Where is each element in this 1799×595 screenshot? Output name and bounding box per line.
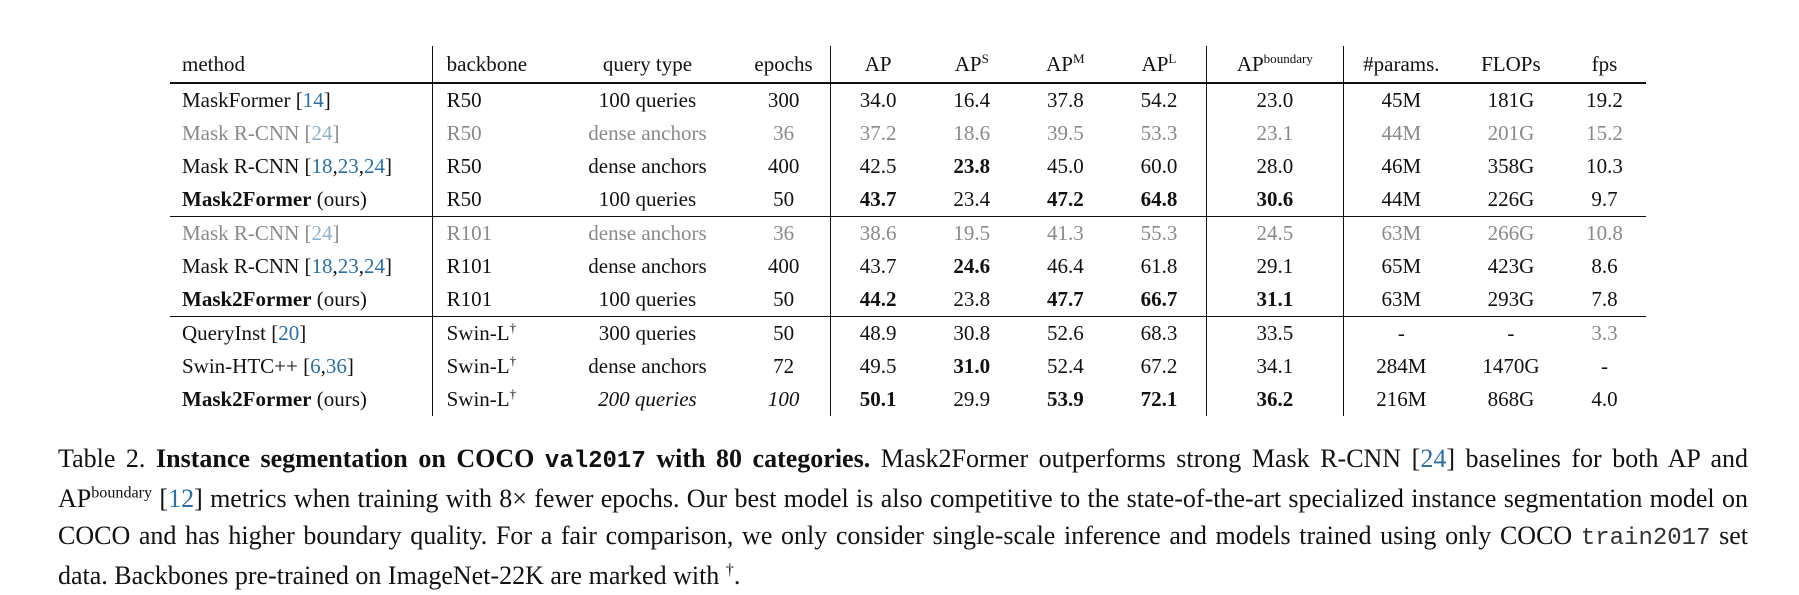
- cell-backbone: Swin-L†: [432, 350, 558, 383]
- cell-ap: 34.0: [831, 83, 925, 117]
- cell-ap-m: 52.4: [1046, 354, 1084, 378]
- cell-ap-m: 53.9: [1046, 387, 1084, 411]
- cell-method: Mask R-CNN [24]: [182, 121, 340, 145]
- cell-query-type: dense anchors: [588, 254, 707, 278]
- table-row: [170, 350, 1646, 383]
- col-header-fps: fps: [1591, 52, 1618, 76]
- col-header-ap-l: $AP^L$: [1141, 51, 1177, 76]
- citation-link[interactable]: 18: [311, 154, 333, 178]
- cell-method: QueryInst [20]: [182, 321, 307, 345]
- cell-ap-boundary: 31.1: [1206, 283, 1343, 317]
- cell-query-type: dense anchors: [588, 154, 707, 178]
- table-row: [170, 150, 1646, 183]
- cell-method: Swin-HTC++ [6,36]: [182, 354, 354, 378]
- col-header-backbone: backbone: [432, 46, 558, 83]
- cell-params: -: [1343, 317, 1458, 351]
- cell-fps: 15.2: [1586, 121, 1623, 145]
- cell-fps: 7.8: [1591, 287, 1618, 311]
- cell-ap-s: 23.8: [953, 287, 991, 311]
- citation-link[interactable]: 23: [337, 154, 359, 178]
- cell-ap: 42.5: [831, 150, 925, 183]
- cell-query-type: dense anchors: [588, 221, 707, 245]
- cell-method: Mask R-CNN [24]: [182, 221, 340, 245]
- cell-fps: 10.3: [1586, 154, 1623, 178]
- citation-link[interactable]: 20: [278, 321, 300, 345]
- cell-method: Mask R-CNN [18,23,24]: [182, 254, 393, 278]
- caption-label: Table 2.: [58, 444, 146, 473]
- col-header-query-type: query type: [602, 52, 693, 76]
- cell-ap: 38.6: [831, 217, 925, 251]
- caption-text-3: metrics when training with 8× fewer epochs. Our best model is also competitive to the state-of-the-art specialized instance segmentation model on COCO and has higher boundary quality. For a fair comparison, we only consider single-scale inference and models trained using only COCO: [58, 484, 1748, 550]
- cell-query-type: 100 queries: [598, 88, 697, 112]
- col-header-flops: FLOPs: [1481, 52, 1541, 76]
- citation-link[interactable]: 36: [325, 354, 347, 378]
- cell-backbone: R101: [432, 217, 558, 251]
- cell-epochs: 50: [773, 287, 795, 311]
- cell-epochs: 50: [773, 321, 795, 345]
- cell-query-type: 100 queries: [598, 287, 697, 311]
- cell-epochs: 50: [773, 187, 795, 211]
- cell-params: 45M: [1343, 83, 1458, 117]
- cell-ap-s: 23.4: [953, 187, 991, 211]
- cell-flops: 868G: [1487, 387, 1535, 411]
- cell-ap-m: 37.8: [1046, 88, 1084, 112]
- col-header-epochs: epochs: [754, 52, 813, 76]
- table-row: [170, 217, 1646, 251]
- cell-epochs: 300: [767, 88, 800, 112]
- cell-flops: 1470G: [1482, 354, 1540, 378]
- table-row: [170, 383, 1646, 416]
- cell-fps: 8.6: [1591, 254, 1618, 278]
- cell-ap-l: 61.8: [1140, 254, 1178, 278]
- cell-flops: 181G: [1487, 88, 1535, 112]
- cell-flops: -: [1507, 321, 1515, 345]
- caption-dagger: †: [725, 561, 734, 579]
- cell-fps: 19.2: [1586, 88, 1623, 112]
- citation-link[interactable]: 23: [337, 254, 359, 278]
- caption-title: Instance segmentation on COCO val2017 with 80 categories.: [156, 444, 871, 475]
- cell-flops: 423G: [1487, 254, 1535, 278]
- cell-ap-l: 54.2: [1140, 88, 1178, 112]
- cell-backbone: R101: [432, 283, 558, 317]
- cell-ap-s: 23.8: [953, 154, 991, 178]
- cell-query-type: 300 queries: [598, 321, 697, 345]
- caption-ref-24[interactable]: 24: [1420, 444, 1447, 473]
- col-header-ap-m: $AP^M$: [1046, 51, 1085, 76]
- cell-method: MaskFormer [14]: [182, 88, 331, 112]
- cell-backbone: Swin-L†: [432, 317, 558, 351]
- cell-query-type: 100 queries: [598, 187, 697, 211]
- cell-fps: 10.8: [1586, 221, 1623, 245]
- cell-ap-boundary: 30.6: [1206, 183, 1343, 217]
- table-caption: Table 2. Instance segmentation on COCO val2017 with 80 categories. Mask2Former outperforms strong Mask R-CNN [24] baselines for both AP and $AP^{boundary}$ [12] metrics when training with 8× fewer epochs. Our best model is also competitive to the state-of-the-art specialized instance segmentation model on COCO and has higher boundary quality. For a fair comparison, we only consider single-scale inference and models trained using only COCO train2017 set data. Backbones pre-trained on ImageNet-22K are marked with †.: [58, 444, 1749, 590]
- cell-ap-l: 68.3: [1140, 321, 1178, 345]
- cell-ap: 37.2: [831, 117, 925, 150]
- caption-ref-12[interactable]: 12: [168, 484, 195, 513]
- cell-flops: 266G: [1487, 221, 1535, 245]
- cell-ap-s: 29.9: [953, 387, 991, 411]
- cell-backbone: R101: [432, 250, 558, 283]
- cell-ap-l: 67.2: [1140, 354, 1178, 378]
- cell-query-type: dense anchors: [588, 121, 707, 145]
- cell-ap-l: 72.1: [1140, 387, 1178, 411]
- citation-link[interactable]: 24: [311, 121, 333, 145]
- cell-fps: 9.7: [1591, 187, 1618, 211]
- table-row: [170, 183, 1646, 217]
- cell-params: 65M: [1343, 250, 1458, 283]
- table-row: [170, 283, 1646, 317]
- cell-method: Mask2Former (ours): [182, 187, 367, 211]
- table-body: [170, 83, 1646, 416]
- citation-link[interactable]: 24: [364, 254, 386, 278]
- col-header-method: method: [182, 52, 245, 76]
- cell-ap-s: 30.8: [953, 321, 991, 345]
- cell-ap-l: 53.3: [1140, 121, 1178, 145]
- cell-epochs: 36: [773, 121, 795, 145]
- cell-params: 63M: [1343, 217, 1458, 251]
- cell-epochs: 400: [767, 254, 800, 278]
- cell-ap: 48.9: [831, 317, 925, 351]
- cell-params: 63M: [1343, 283, 1458, 317]
- col-header-ap: AP: [831, 46, 925, 83]
- caption-train-split: train2017: [1580, 525, 1711, 552]
- cell-ap-m: 47.7: [1046, 287, 1084, 311]
- cell-flops: 358G: [1487, 154, 1535, 178]
- caption-sup-boundary: boundary: [91, 484, 153, 502]
- cell-ap-m: 39.5: [1046, 121, 1084, 145]
- citation-link[interactable]: 14: [302, 88, 324, 112]
- cell-ap-s: 31.0: [953, 354, 991, 378]
- cell-method: Mask R-CNN [18,23,24]: [182, 154, 393, 178]
- cell-params: 44M: [1343, 117, 1458, 150]
- cell-ap-boundary: 34.1: [1206, 350, 1343, 383]
- cell-backbone: R50: [432, 117, 558, 150]
- caption-text-4: set data. Backbones pre-trained on ImageNet-22K are marked with: [58, 521, 1749, 590]
- cell-flops: 293G: [1487, 287, 1535, 311]
- cell-ap-boundary: 29.1: [1206, 250, 1343, 283]
- cell-fps: 3.3: [1591, 321, 1618, 345]
- cell-backbone: R50: [432, 150, 558, 183]
- caption-text-2: baselines for both AP and AP: [58, 444, 1748, 513]
- cell-backbone: R50: [432, 183, 558, 217]
- cell-ap-l: 64.8: [1140, 187, 1178, 211]
- cell-ap-m: 46.4: [1046, 254, 1084, 278]
- cell-fps: -: [1601, 354, 1608, 378]
- results-table: [170, 46, 1646, 416]
- cell-backbone: R50: [432, 83, 558, 117]
- cell-params: 44M: [1343, 183, 1458, 217]
- cell-ap-boundary: 36.2: [1206, 383, 1343, 416]
- cell-ap-l: 66.7: [1140, 287, 1178, 311]
- cell-ap-boundary: 28.0: [1206, 150, 1343, 183]
- cell-method: Mask2Former (ours): [182, 287, 367, 311]
- cell-epochs: 100: [767, 387, 800, 411]
- cell-ap-boundary: 23.1: [1206, 117, 1343, 150]
- cell-ap-boundary: 33.5: [1206, 317, 1343, 351]
- cell-query-type: dense anchors: [588, 354, 707, 378]
- cell-backbone: Swin-L†: [432, 383, 558, 416]
- table-row: [170, 250, 1646, 283]
- cell-ap: 43.7: [831, 250, 925, 283]
- cell-ap-l: 55.3: [1140, 221, 1178, 245]
- citation-link[interactable]: 24: [364, 154, 386, 178]
- cell-ap-m: 45.0: [1046, 154, 1084, 178]
- cell-ap-boundary: 23.0: [1206, 83, 1343, 117]
- cell-ap-s: 19.5: [953, 221, 991, 245]
- col-header-ap-boundary: $AP^{boundary}$: [1206, 46, 1343, 83]
- cell-epochs: 400: [767, 154, 800, 178]
- cell-flops: 201G: [1487, 121, 1535, 145]
- citation-link[interactable]: 6: [310, 354, 321, 378]
- cell-ap: 49.5: [831, 350, 925, 383]
- cell-params: 46M: [1343, 150, 1458, 183]
- table-row: [170, 117, 1646, 150]
- cell-epochs: 72: [773, 354, 795, 378]
- cell-ap-s: 16.4: [953, 88, 991, 112]
- cell-flops: 226G: [1487, 187, 1535, 211]
- col-header-params: #params.: [1343, 46, 1458, 83]
- cell-fps: 4.0: [1591, 387, 1618, 411]
- cell-ap: 44.2: [831, 283, 925, 317]
- cell-ap-boundary: 24.5: [1206, 217, 1343, 251]
- cell-query-type: 200 queries: [598, 387, 697, 411]
- cell-params: 216M: [1343, 383, 1458, 416]
- cell-ap-m: 52.6: [1046, 321, 1084, 345]
- cell-ap: 43.7: [831, 183, 925, 217]
- cell-ap-m: 47.2: [1046, 187, 1084, 211]
- caption-text-1: Mask2Former outperforms strong Mask R-CNN: [880, 444, 1402, 473]
- cell-epochs: 36: [773, 221, 795, 245]
- citation-link[interactable]: 18: [311, 254, 333, 278]
- cell-params: 284M: [1343, 350, 1458, 383]
- col-header-ap-s: $AP^S$: [954, 51, 989, 76]
- table-row: [170, 317, 1646, 351]
- cell-ap-l: 60.0: [1140, 154, 1178, 178]
- cell-ap-s: 18.6: [953, 121, 991, 145]
- table-row: [170, 83, 1646, 117]
- table-header-row: [170, 46, 1646, 83]
- cell-ap: 50.1: [831, 383, 925, 416]
- cell-method: Mask2Former (ours): [182, 387, 367, 411]
- citation-link[interactable]: 24: [311, 221, 333, 245]
- cell-ap-s: 24.6: [953, 254, 991, 278]
- cell-ap-m: 41.3: [1046, 221, 1084, 245]
